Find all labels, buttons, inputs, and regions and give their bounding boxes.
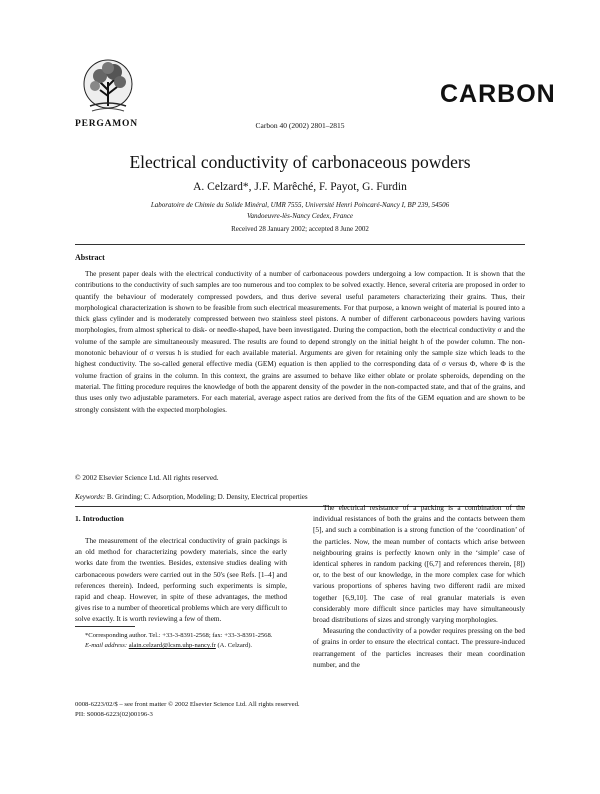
author-affiliation: Laboratoire de Chimie du Solide Minéral, UMR 7555, Université Henri Poincaré-Nancy I, BP 239, 54506 Vandoeuvre-lès-Nancy Cedex, France <box>150 201 450 220</box>
divider <box>75 244 525 245</box>
email-suffix: (A. Celzard). <box>217 642 253 649</box>
pergamon-logo <box>78 56 138 118</box>
keywords-text: B. Grinding; C. Adsorption, Modeling; D. Density, Electrical properties <box>106 493 308 501</box>
email-label: E-mail address: <box>85 642 128 649</box>
pii-line: PII: S0008-6223(02)00196-3 <box>75 711 153 718</box>
footnote-rule <box>75 626 135 627</box>
body-paragraph: Measuring the conductivity of a powder requires pressing on the bed of grains in order to ensure the electrical contact. The pressure-induced rearrangement of the particles increases their mean coordination number, and the <box>313 626 525 669</box>
keywords-label: Keywords: <box>75 493 106 501</box>
publisher-name: PERGAMON <box>75 119 138 129</box>
footnote <box>75 626 287 651</box>
abstract-heading: Abstract <box>75 253 105 262</box>
corresponding-author: *Corresponding author. Tel.: +33-3-8391-2568; fax: +33-3-8391-2568. <box>85 632 273 639</box>
left-column <box>75 514 287 625</box>
keywords <box>75 493 308 501</box>
article-title: Electrical conductivity of carbonaceous powders <box>129 152 471 172</box>
section-heading: 1. Introduction <box>75 514 124 523</box>
body-paragraph: The measurement of the electrical conductivity of grain packings is an old method for characterizing powdery materials, since the early works date from the twenties. Besides, extensive studies dealing with carbonaceous powders were carried out in the 50's (see Refs. [1–4] and references therein). Indeed, performing such experiments is simple, rapid and cheap. However, in spite of these advantages, the method gives rise to a number of theoretical problems which are very difficult to solve exactly. It is worth reviewing a few of them. <box>75 536 287 624</box>
email-line <box>75 641 287 651</box>
right-column <box>313 502 525 670</box>
front-matter <box>75 700 300 720</box>
abstract-body <box>75 268 525 415</box>
received-date: Received 28 January 2002; accepted 8 June 2002 <box>231 225 369 233</box>
body-paragraph: The electrical resistance of a packing is a combination of the individual resistances of both the grains and the contacts between them [5], and such a combination is a strong function of the ‘coordination’ of the particles. Now, the mean number of contacts which arise between neighbouring grains is perfectly known only in the ‘simple’ case of identical spheres in random packing ([6,7] and references therein, [8]) or, to the best of our knowledge, in the more complex case for which various proportions of spheres having two different radii are mixed together [6,9,10]. The case of real granular materials is even considerably more difficult since particles may have simultaneously broad distributions of sizes and strongly varying morphologies. <box>313 503 525 625</box>
email-link[interactable]: alain.celzard@lcsm.uhp-nancy.fr <box>128 642 216 649</box>
issn-line: 0008-6223/02/$ – see front matter © 2002 Elsevier Science Ltd. All rights reserved. <box>75 701 300 708</box>
journal-name: CARBON <box>440 80 556 108</box>
abstract-copyright: © 2002 Elsevier Science Ltd. All rights reserved. <box>75 473 219 482</box>
article-authors: A. Celzard*, J.F. Marêché, F. Payot, G. Furdin <box>193 181 407 193</box>
abstract-text: The present paper deals with the electrical conductivity of a number of carbonaceous powders undergoing a low compaction. It is shown that the contributions to the conductivity of such samples are too numerous and too complex to be solved exactly. Hence, several criteria are proposed in order to quantify the behaviour of moderately compressed powders, and thus derive several useful parameters characterizing their grains. Thus, their morphological characterization is shown to be feasible from such electrical measurements. For that purpose, a known weight of material is poured into a thick glass cylinder and is moderately compressed between two stainless steel pistons. A number of different carbonaceous powders having various morphologies, from almost spherical to disk- or needle-shaped, have been investigated. During the compaction, both the electrical conductivity σ and the volume of the sample are simultaneously measured. The results are found to depend strongly on the initial height h of the powder column. The non-monotonic behaviour of σ versus h is studied for each available material. Arguments are given for retaining only the sample size which leads to the highest conductivity. The so-called general effective media (GEM) equation is then applied to the corresponding data of σ versus Φ, where Φ is the volume fraction of grains in the column. In this context, the grains are assumed to behave like either oblate or prolate spheroids, depending on the material. The fitting procedure requires the knowledge of both the apparent density of the powder in the non-compacted state, and that of the grains, and thus uses only two adjustable parameters. For each material, average aspect ratios are derived from the fits of the GEM equation and are shown to be strongly consistent with the expected morphologies. <box>75 269 525 414</box>
journal-citation: Carbon 40 (2002) 2801–2815 <box>255 121 345 130</box>
tree-emblem-icon <box>78 56 138 118</box>
